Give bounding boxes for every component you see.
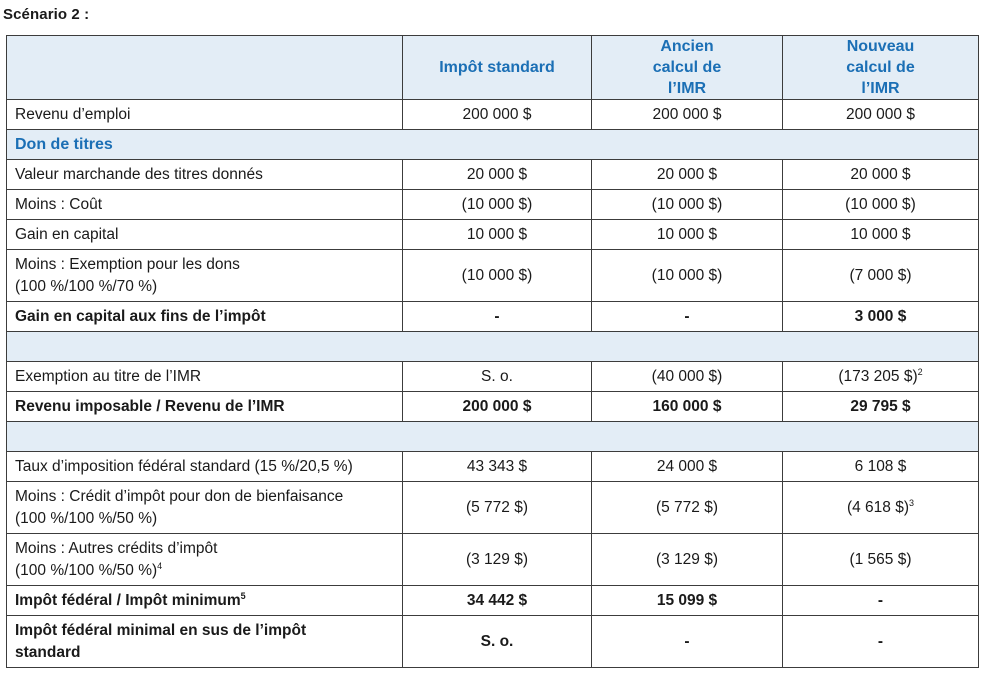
- value-cell: 10 000 $: [783, 220, 979, 250]
- tax-comparison-table: [6, 35, 979, 668]
- row-label-line1: Impôt fédéral minimal en sus de l’impôt: [15, 621, 307, 639]
- table-row: [7, 160, 979, 190]
- spacer-cell: [7, 422, 979, 452]
- table-row: [7, 250, 979, 302]
- value-cell: 6 108 $: [783, 452, 979, 482]
- row-label: Revenu d’emploi: [7, 100, 403, 130]
- value-cell: (3 129 $): [592, 534, 783, 586]
- footnote-marker: 4: [157, 560, 163, 571]
- table-row: [7, 452, 979, 482]
- row-label-line2: (100 %/100 %/50 %): [15, 509, 158, 527]
- footnote-marker: 5: [240, 590, 246, 601]
- row-label: Exemption au titre de l’IMR: [7, 362, 403, 392]
- row-label-line1: Moins : Autres crédits d’impôt: [15, 539, 218, 557]
- row-label-line2: (100 %/100 %/70 %): [15, 277, 158, 295]
- table-row: [7, 392, 979, 422]
- table-row: [7, 586, 979, 616]
- header-label-cell: [7, 36, 403, 100]
- table-row: [7, 482, 979, 534]
- table-row: [7, 534, 979, 586]
- row-label-line1: Moins : Exemption pour les dons: [15, 255, 240, 273]
- value-cell: -: [403, 302, 592, 332]
- table-row: [7, 362, 979, 392]
- scenario-title: Scénario 2 :: [3, 6, 90, 23]
- row-label: [7, 534, 403, 586]
- value-cell: 10 000 $: [592, 220, 783, 250]
- value-cell: 160 000 $: [592, 392, 783, 422]
- value-text: (4 618 $): [846, 498, 910, 516]
- value-cell: 20 000 $: [403, 160, 592, 190]
- value-cell: 15 099 $: [592, 586, 783, 616]
- value-cell: S. o.: [403, 616, 592, 668]
- header-row: [7, 36, 979, 100]
- row-label: Valeur marchande des titres donnés: [7, 160, 403, 190]
- value-cell: 200 000 $: [403, 100, 592, 130]
- value-cell: 200 000 $: [783, 100, 979, 130]
- section-title: Don de titres: [7, 130, 979, 160]
- value-cell: -: [783, 586, 979, 616]
- value-cell: 200 000 $: [592, 100, 783, 130]
- value-cell: (5 772 $): [403, 482, 592, 534]
- value-cell: 20 000 $: [592, 160, 783, 190]
- value-cell: (5 772 $): [592, 482, 783, 534]
- spacer-row: [7, 332, 979, 362]
- spacer-row: [7, 422, 979, 452]
- value-cell: (1 565 $): [783, 534, 979, 586]
- value-cell: 24 000 $: [592, 452, 783, 482]
- header-old-amt: Ancien calcul de l’IMR: [592, 36, 783, 100]
- value-cell: S. o.: [403, 362, 592, 392]
- value-cell: 200 000 $: [403, 392, 592, 422]
- row-label-line2: (100 %/100 %/50 %): [15, 561, 158, 579]
- footnote-marker: 2: [917, 366, 923, 377]
- value-cell: (7 000 $): [783, 250, 979, 302]
- row-label: [7, 616, 403, 668]
- value-cell: (10 000 $): [403, 190, 592, 220]
- header-new-amt: Nouveau calcul de l’IMR: [783, 36, 979, 100]
- row-label: [7, 482, 403, 534]
- value-cell: (10 000 $): [783, 190, 979, 220]
- value-cell: (10 000 $): [592, 250, 783, 302]
- table-row: [7, 100, 979, 130]
- row-label: Gain en capital: [7, 220, 403, 250]
- row-label-line1: Moins : Crédit d’impôt pour don de bienfaisance: [15, 487, 344, 505]
- value-cell: -: [783, 616, 979, 668]
- value-cell: (40 000 $): [592, 362, 783, 392]
- row-label: [7, 250, 403, 302]
- table-row: [7, 302, 979, 332]
- table-row: [7, 220, 979, 250]
- value-cell: 3 000 $: [783, 302, 979, 332]
- header-standard-tax: Impôt standard: [403, 36, 592, 100]
- row-label-line2: standard: [15, 643, 81, 661]
- row-label: Moins : Coût: [7, 190, 403, 220]
- value-text: (173 205 $): [838, 367, 918, 385]
- row-label-text: Impôt fédéral / Impôt minimum: [15, 591, 241, 609]
- value-cell: -: [592, 302, 783, 332]
- table-row: [7, 616, 979, 668]
- value-cell: 43 343 $: [403, 452, 592, 482]
- value-cell: -: [592, 616, 783, 668]
- row-label: Revenu imposable / Revenu de l’IMR: [7, 392, 403, 422]
- value-cell: 10 000 $: [403, 220, 592, 250]
- section-row: [7, 130, 979, 160]
- footnote-marker: 3: [909, 497, 915, 508]
- row-label: [7, 586, 403, 616]
- value-cell: (10 000 $): [403, 250, 592, 302]
- row-label: Taux d’imposition fédéral standard (15 %/20,5 %): [7, 452, 403, 482]
- value-cell: 29 795 $: [783, 392, 979, 422]
- value-cell: [783, 362, 979, 392]
- value-cell: (10 000 $): [592, 190, 783, 220]
- value-cell: 20 000 $: [783, 160, 979, 190]
- value-cell: [783, 482, 979, 534]
- row-label: Gain en capital aux fins de l’impôt: [7, 302, 403, 332]
- table-row: [7, 190, 979, 220]
- spacer-cell: [7, 332, 979, 362]
- value-cell: 34 442 $: [403, 586, 592, 616]
- value-cell: (3 129 $): [403, 534, 592, 586]
